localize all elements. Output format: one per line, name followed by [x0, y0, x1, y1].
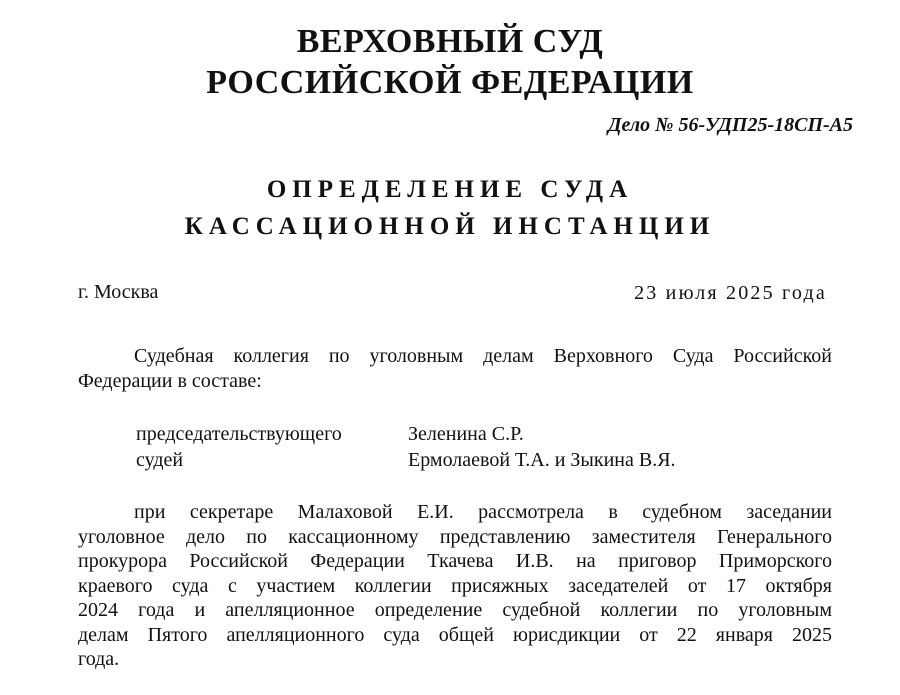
intro-line-1: Судебная коллегия по уголовным делам Верховного Суда Российской [134, 345, 832, 367]
court-name-line-2: РОССИЙСКОЙ ФЕДЕРАЦИИ [206, 64, 694, 101]
intro-line-2: Федерации в составе: [78, 369, 262, 392]
case-number: Дело № 56-УДП25-18СП-А5 [607, 114, 853, 136]
composition-row [136, 421, 676, 447]
body-line: года. [78, 648, 120, 670]
body-line: 2024 года и апелляционное определение судебной коллегии по уголовным [78, 599, 832, 621]
body-line: краевого суда с участием коллегии присяжных заседателей от 17 октября [78, 574, 832, 597]
composition-names: Ермолаевой Т.А. и Зыкина В.Я. [408, 449, 676, 471]
body-paragraph [78, 500, 832, 672]
court-name-line-1: ВЕРХОВНЫЙ СУД [296, 23, 604, 60]
intro-paragraph [78, 344, 832, 393]
court-composition [136, 421, 676, 473]
place-of-decision: г. Москва [78, 281, 159, 303]
decision-date: 23 июля 2025 года [634, 282, 827, 304]
body-line: при секретаре Малаховой Е.И. рассмотрела в судебном заседании [134, 501, 832, 523]
body-line: делам Пятого апелляционного суда общей юрисдикции от 22 января 2025 [78, 623, 832, 646]
composition-names: Зеленина С.Р. [408, 423, 524, 445]
document-title-line-1: ОПРЕДЕЛЕНИЕ СУДА [266, 176, 634, 203]
composition-row [136, 447, 676, 473]
composition-role: председательствующего [136, 423, 342, 445]
composition-role: судей [136, 449, 184, 471]
body-line: уголовное дело по кассационному представлению заместителя Генерального [78, 525, 832, 548]
body-line: прокурора Российской Федерации Ткачева И.В. на приговор Приморского [78, 550, 832, 572]
document-title-line-2: КАССАЦИОННОЙ ИНСТАНЦИИ [184, 213, 716, 240]
